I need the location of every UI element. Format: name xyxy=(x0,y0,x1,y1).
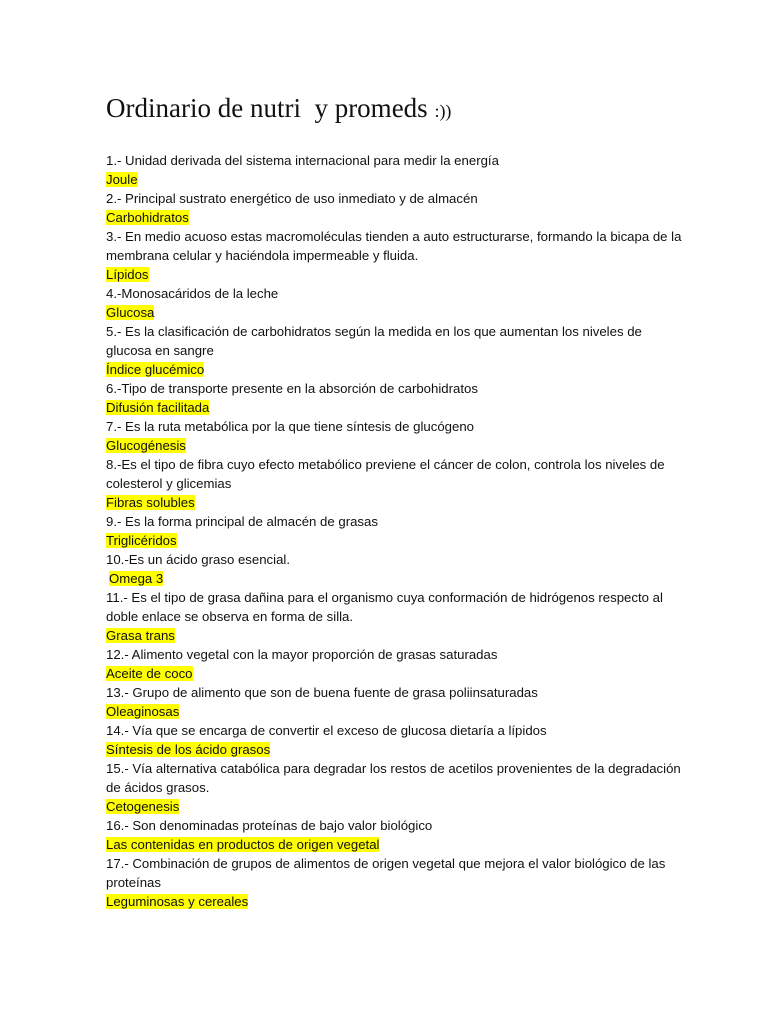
answer-8-text: Fibras solubles xyxy=(106,495,195,510)
answer-14-text: Síntesis de los ácido grasos xyxy=(106,742,271,757)
question-17: 17.- Combinación de grupos de alimentos de origen vegetal que mejora el valor biológico de las proteínas xyxy=(106,856,666,890)
answer-5-text: Índice glucémico xyxy=(106,362,205,377)
answer-8 xyxy=(106,493,686,512)
answer-17 xyxy=(106,892,686,911)
question-8: 8.-Es el tipo de fibra cuyo efecto metabólico previene el cáncer de colon, controla los niveles de colesterol y glicemias xyxy=(106,457,665,491)
answer-15 xyxy=(106,797,686,816)
answer-13 xyxy=(106,702,686,721)
question-3: 3.- En medio acuoso estas macromoléculas tienden a auto estructurarse, formando la bicapa de la membrana celular y haciéndola impermeable y fluida. xyxy=(106,229,682,263)
answer-4-text: Glucosa xyxy=(106,305,155,320)
answer-16-text: Las contenidas en productos de origen vegetal xyxy=(106,837,380,852)
question-11: 11.- Es el tipo de grasa dañina para el organismo cuya conformación de hidrógenos respecto al doble enlace se observa en forma de silla. xyxy=(106,590,663,624)
answer-15-text: Cetogenesis xyxy=(106,799,180,814)
answer-16 xyxy=(106,835,686,854)
answer-4 xyxy=(106,303,686,322)
answer-7-text: Glucogénesis xyxy=(106,438,186,453)
answer-12 xyxy=(106,664,686,683)
question-2: 2.- Principal sustrato energético de uso inmediato y de almacén xyxy=(106,191,478,206)
question-7: 7.- Es la ruta metabólica por la que tiene síntesis de glucógeno xyxy=(106,419,475,434)
question-16: 16.- Son denominadas proteínas de bajo valor biológico xyxy=(106,818,433,833)
answer-1 xyxy=(106,170,686,189)
question-5: 5.- Es la clasificación de carbohidratos según la medida en los que aumentan los niveles de glucosa en sangre xyxy=(106,324,642,358)
title-main: Ordinario de nutri y promeds xyxy=(106,93,428,123)
answer-5 xyxy=(106,360,686,379)
answer-6 xyxy=(106,398,686,417)
question-1: 1.- Unidad derivada del sistema internacional para medir la energía xyxy=(106,153,499,168)
answer-7 xyxy=(106,436,686,455)
answer-17-text: Leguminosas y cereales xyxy=(106,894,249,909)
answer-6-text: Difusión facilitada xyxy=(106,400,210,415)
question-9: 9.- Es la forma principal de almacén de grasas xyxy=(106,514,378,529)
document-title xyxy=(106,88,686,131)
answer-1-text: Joule xyxy=(106,172,138,187)
answer-3-text: Lípidos xyxy=(106,267,149,282)
question-4: 4.-Monosacáridos de la leche xyxy=(106,286,279,301)
answer-14 xyxy=(106,740,686,759)
title-smiley: :)) xyxy=(434,101,452,121)
answer-13-text: Oleaginosas xyxy=(106,704,180,719)
document-page xyxy=(106,88,686,911)
qa-list xyxy=(106,151,686,911)
answer-11-text: Grasa trans xyxy=(106,628,175,643)
answer-3 xyxy=(106,265,686,284)
question-12: 12.- Alimento vegetal con la mayor proporción de grasas saturadas xyxy=(106,647,498,662)
answer-2-text: Carbohidratos xyxy=(106,210,189,225)
question-14: 14.- Vía que se encarga de convertir el exceso de glucosa dietaría a lípidos xyxy=(106,723,547,738)
answer-11 xyxy=(106,626,686,645)
answer-12-text: Aceite de coco xyxy=(106,666,193,681)
question-15: 15.- Vía alternativa catabólica para degradar los restos de acetilos provenientes de la degradación de ácidos grasos. xyxy=(106,761,681,795)
answer-10 xyxy=(106,569,686,588)
answer-9 xyxy=(106,531,686,550)
question-13: 13.- Grupo de alimento que son de buena fuente de grasa poliinsaturadas xyxy=(106,685,538,700)
answer-9-text: Triglicéridos xyxy=(106,533,177,548)
question-6: 6.-Tipo de transporte presente en la absorción de carbohidratos xyxy=(106,381,478,396)
question-10: 10.-Es un ácido graso esencial. xyxy=(106,552,291,567)
answer-2 xyxy=(106,208,686,227)
answer-10-text: Omega 3 xyxy=(109,571,164,586)
